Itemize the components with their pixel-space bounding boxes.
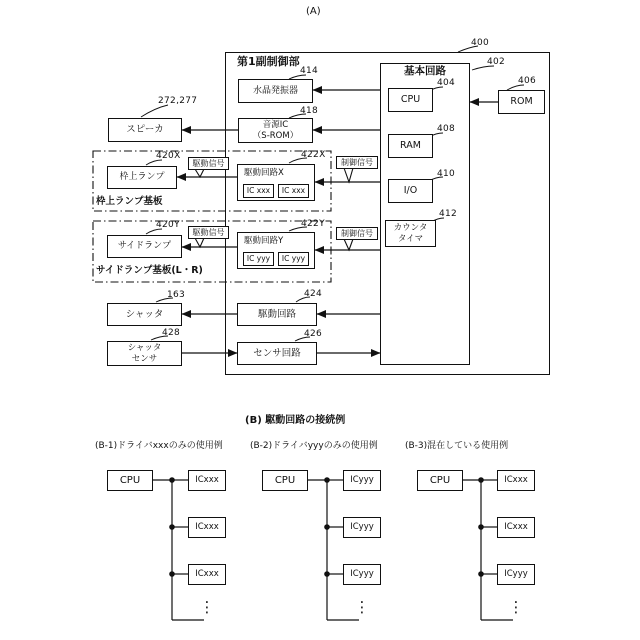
- control-signal-callout-y: 制御信号: [336, 227, 378, 240]
- ref-404: 404: [437, 78, 456, 88]
- shutter-box: シャッタ: [107, 303, 182, 326]
- ref-420Y: 420Y: [156, 220, 180, 230]
- cpu-box: CPU: [388, 88, 433, 112]
- ref-408: 408: [437, 124, 456, 134]
- counter-timer-box: カウンタ タイマ: [385, 220, 436, 247]
- b2-ic-box-1: ICyyy: [343, 470, 381, 491]
- ref-418: 418: [300, 106, 319, 116]
- b3-continuation-mark: ⋮: [508, 598, 524, 616]
- ref-272-277: 272,277: [158, 96, 198, 106]
- b2-ic-box-3: ICyyy: [343, 564, 381, 585]
- drive-circuit-box: 駆動回路: [237, 303, 317, 326]
- ref-402: 402: [487, 57, 506, 67]
- sound-ic-box: 音源IC （S-ROM）: [238, 118, 313, 143]
- b3-ic-box-2: ICxxx: [497, 517, 535, 538]
- drive-signal-y-tail: [195, 238, 204, 247]
- example-b2-caption: (B-2)ドライバyyyのみの使用例: [250, 441, 378, 451]
- b2-ic-box-2: ICyyy: [343, 517, 381, 538]
- ref-410: 410: [437, 169, 456, 179]
- sub-controller-title: 第1副制御部: [237, 55, 300, 68]
- b3-ic-box-3: ICyyy: [497, 564, 535, 585]
- bus-b2: [308, 480, 359, 620]
- b2-cpu-box: CPU: [262, 470, 308, 491]
- ic-xxx-box-1: IC xxx: [243, 184, 274, 198]
- b1-ic-box-2: ICxxx: [188, 517, 226, 538]
- shutter-sensor-box: シャッタ センサ: [107, 341, 182, 366]
- ref-422Y: 422Y: [301, 219, 325, 229]
- ic-yyy-box-2: IC yyy: [278, 252, 309, 266]
- drive-circuit-y-box: 駆動回路Y: [237, 232, 315, 269]
- ic-xxx-box-2: IC xxx: [278, 184, 309, 198]
- ref-426: 426: [304, 329, 323, 339]
- frame-top-lamp-board-label: 枠上ランプ基板: [96, 196, 163, 207]
- b3-ic-box-1: ICxxx: [497, 470, 535, 491]
- ref-420X: 420X: [156, 151, 181, 161]
- rom-box: ROM: [498, 90, 545, 114]
- b1-continuation-mark: ⋮: [199, 598, 215, 616]
- ref-406: 406: [518, 76, 537, 86]
- drive-signal-x-tail: [195, 169, 204, 177]
- b3-cpu-box: CPU: [417, 470, 463, 491]
- example-b3-caption: (B-3)混在している使用例: [405, 441, 509, 451]
- speaker-box: スピーカ: [108, 118, 182, 142]
- drive-signal-callout-x: 駆動信号: [188, 157, 229, 170]
- frame-top-lamp-box: 枠上ランプ: [107, 166, 177, 189]
- b1-ic-box-3: ICxxx: [188, 564, 226, 585]
- sensor-circuit-box: センサ回路: [237, 342, 317, 365]
- ref-400: 400: [471, 38, 490, 48]
- ram-box: RAM: [388, 134, 433, 158]
- ref-414: 414: [300, 66, 319, 76]
- ref-422X: 422X: [301, 150, 326, 160]
- drive-signal-callout-y: 駆動信号: [188, 226, 229, 239]
- ref-412: 412: [439, 209, 458, 219]
- ref-428: 428: [162, 328, 181, 338]
- ic-yyy-box-1: IC yyy: [243, 252, 274, 266]
- control-signal-callout-x: 制御信号: [336, 156, 378, 169]
- crystal-oscillator-box: 水晶発振器: [238, 79, 313, 103]
- side-lamp-box: サイドランプ: [107, 235, 182, 258]
- b2-continuation-mark: ⋮: [354, 598, 370, 616]
- drive-circuit-x-box: 駆動回路X: [237, 164, 315, 201]
- b1-cpu-box: CPU: [107, 470, 153, 491]
- side-lamp-board-label: サイドランプ基板(L・R): [96, 265, 203, 276]
- bus-b1: [153, 480, 204, 620]
- io-box: I/O: [388, 179, 433, 203]
- ref-163: 163: [167, 290, 186, 300]
- section-b-title: (B) 駆動回路の接続例: [245, 415, 346, 426]
- example-b1-caption: (B-1)ドライバxxxのみの使用例: [95, 441, 223, 451]
- bus-b3: [463, 480, 513, 620]
- section-a-title: (A): [306, 6, 321, 17]
- ref-424: 424: [304, 289, 323, 299]
- b1-ic-box-1: ICxxx: [188, 470, 226, 491]
- basic-circuit-title: 基本回路: [404, 65, 446, 77]
